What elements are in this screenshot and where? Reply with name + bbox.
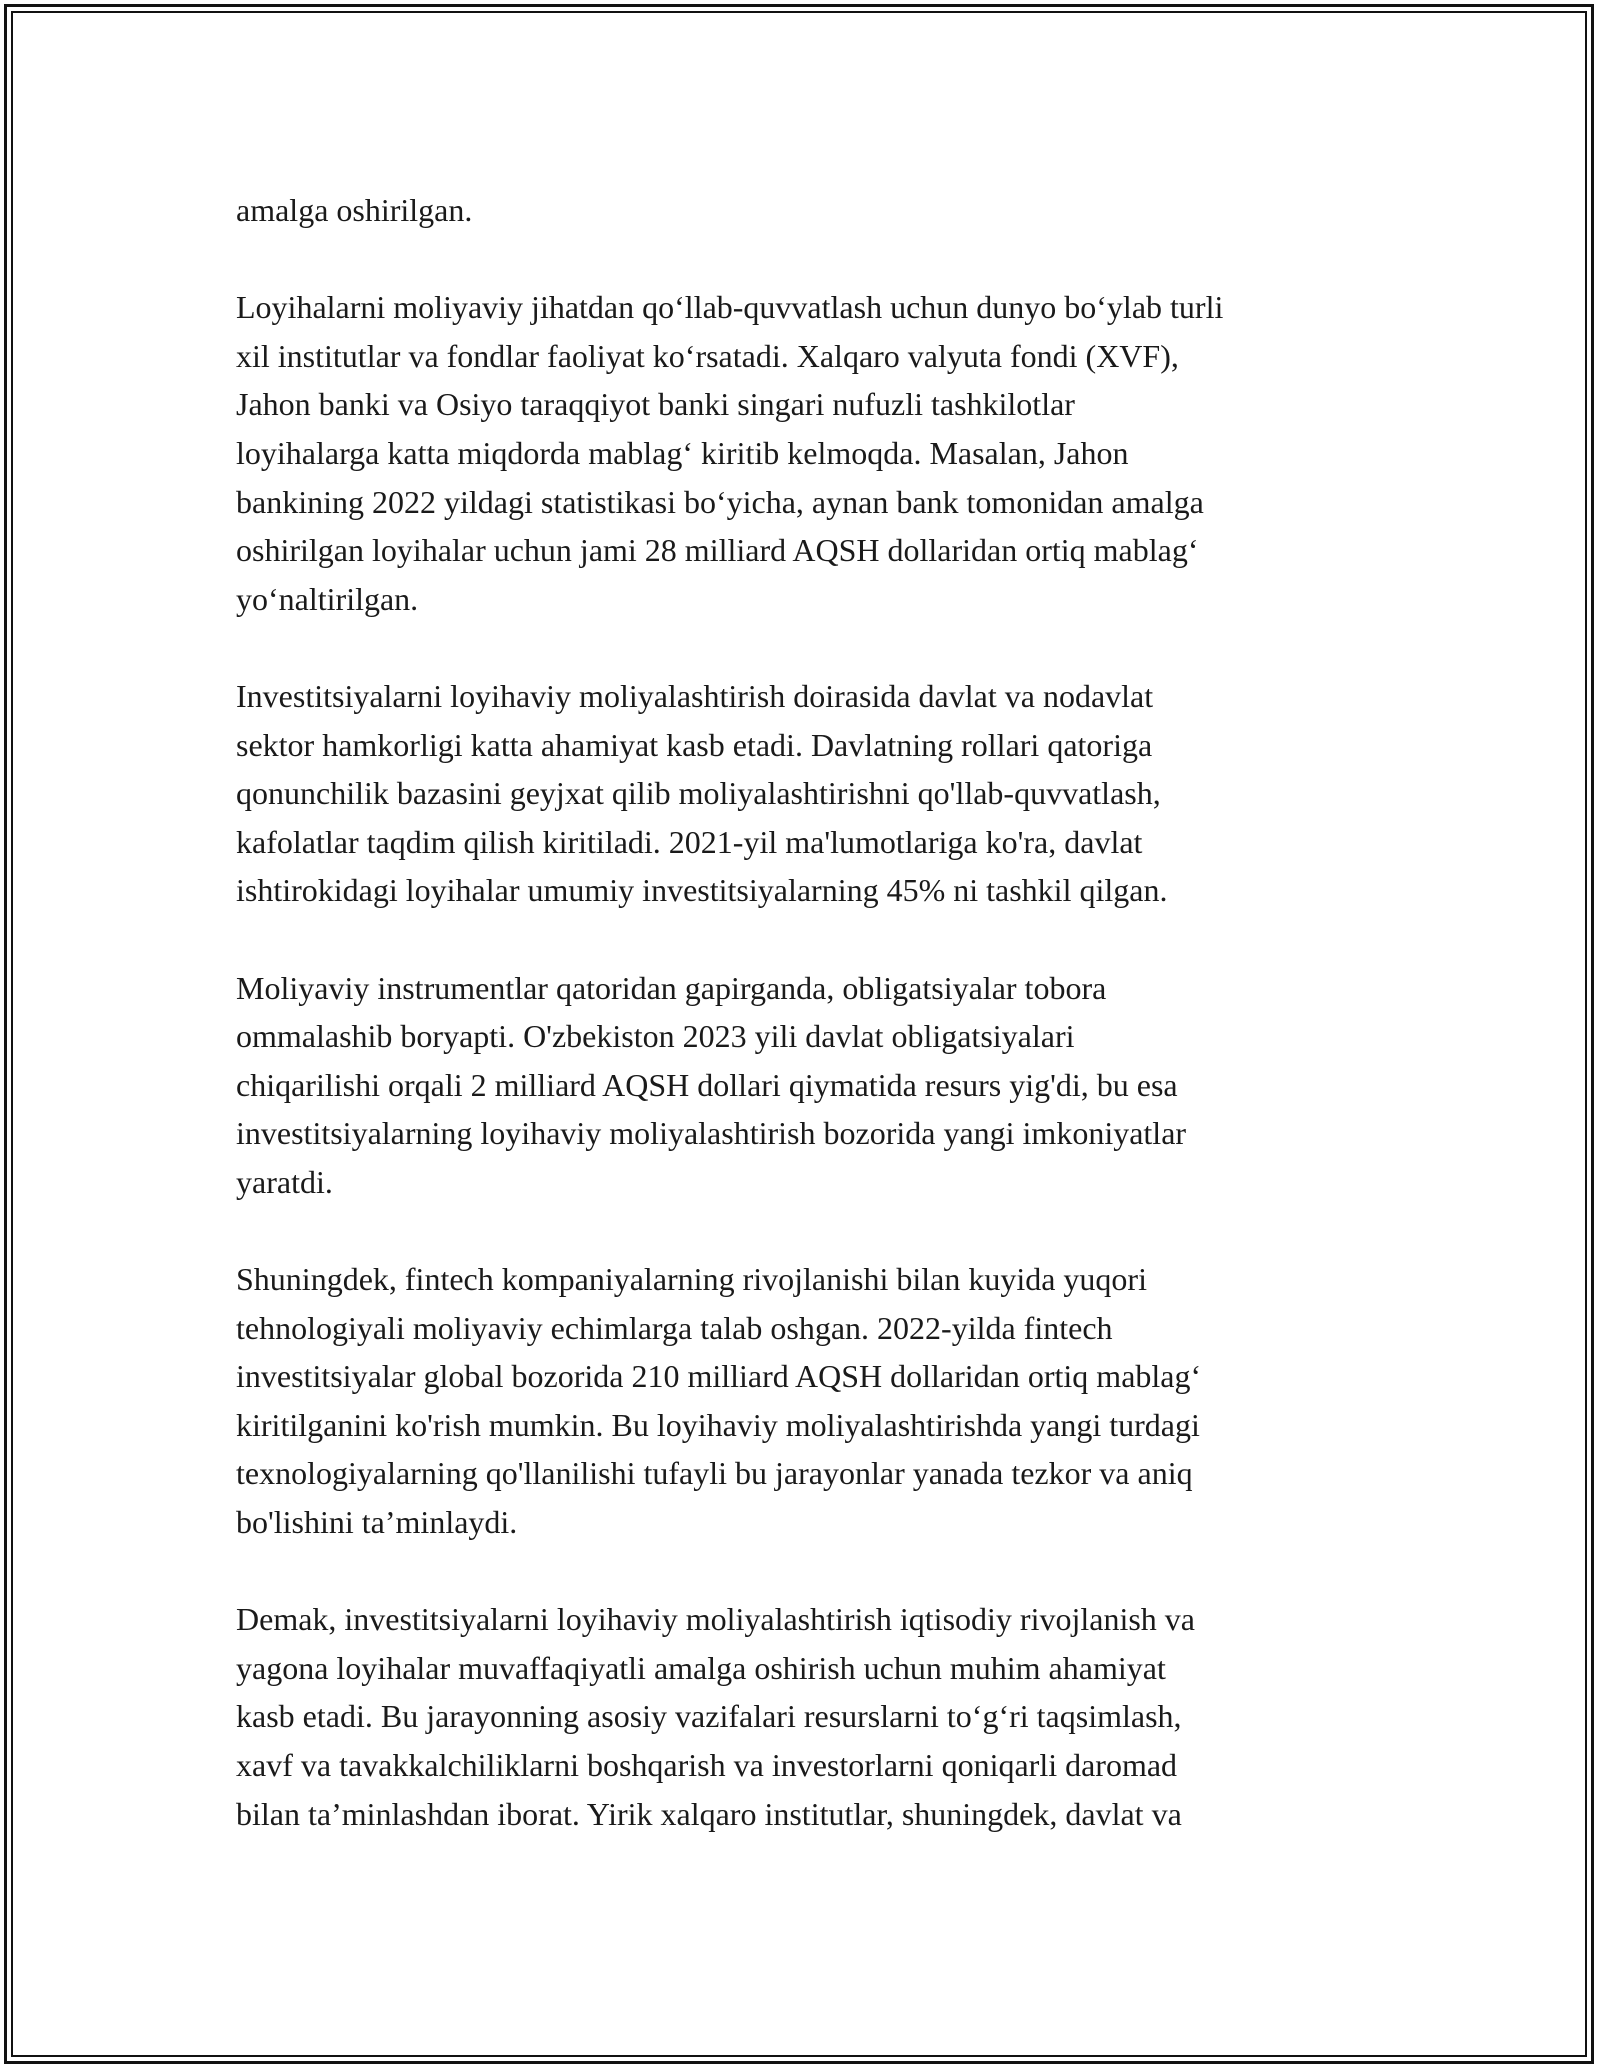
text-line: loyihalarga katta miqdorda mablag‘ kiritib kelmoqda. Masalan, Jahon — [236, 434, 1129, 471]
text-line: qonunchilik bazasini geyjxat qilib moliyalashtirishni qo'llab-quvvatlash, — [236, 775, 1161, 812]
text-line: bilan ta’minlashdan iborat. Yirik xalqaro institutlar, shuningdek, davlat va — [236, 1795, 1182, 1832]
text-line: bo'lishini ta’minlaydi. — [236, 1504, 518, 1541]
text-line: yo‘naltirilgan. — [236, 580, 419, 617]
text-line: ishtirokidagi loyihalar umumiy investitsiyalarning 45% ni tashkil qilgan. — [236, 872, 1168, 909]
text-line: oshirilgan loyihalar uchun jami 28 milliard AQSH dollaridan ortiq mablag‘ — [236, 532, 1199, 569]
text-line: kiritilganini ko'rish mumkin. Bu loyihaviy moliyalashtirishda yangi turdagi — [236, 1406, 1200, 1443]
text-line: ommalashib boryapti. O'zbekiston 2023 yili davlat obligatsiyalari — [236, 1018, 1075, 1055]
paragraph-1 — [236, 186, 1376, 235]
document-body — [236, 186, 1376, 1838]
text-line: yaratdi. — [236, 1163, 333, 1200]
text-line: Shuningdek, fintech kompaniyalarning rivojlanishi bilan kuyida yuqori — [236, 1261, 1147, 1298]
text-line: amalga oshirilgan. — [236, 192, 473, 228]
paragraph-6 — [236, 1595, 1376, 1838]
text-line: xavf va tavakkalchiliklarni boshqarish va investorlarni qoniqarli daromad — [236, 1747, 1178, 1783]
paragraph-5 — [236, 1255, 1376, 1547]
text-line: chiqarilishi orqali 2 milliard AQSH dollari qiymatida resurs yig'di, bu esa — [236, 1066, 1178, 1103]
text-line: texnologiyalarning qo'llanilishi tufayli bu jarayonlar yanada tezkor va aniq — [236, 1455, 1193, 1492]
text-line: investitsiyalarning loyihaviy moliyalashtirish bozorida yangi imkoniyatlar — [236, 1115, 1187, 1152]
text-line: bankining 2022 yildagi statistikasi bo‘yicha, aynan bank tomonidan amalga — [236, 483, 1204, 520]
text-line: kafolatlar taqdim qilish kiritiladi. 2021-yil ma'lumotlariga ko'ra, davlat — [236, 823, 1143, 860]
text-line: Investitsiyalarni loyihaviy moliyalashtirish doirasida davlat va nodavlat — [236, 677, 1154, 714]
text-line: xil institutlar va fondlar faoliyat ko‘rsatadi. Xalqaro valyuta fondi (XVF), — [236, 337, 1179, 374]
text-line: Demak, investitsiyalarni loyihaviy moliyalashtirish iqtisodiy rivojlanish va — [236, 1601, 1195, 1638]
text-line: yagona loyihalar muvaffaqiyatli amalga oshirish uchun muhim ahamiyat — [236, 1649, 1166, 1686]
text-line: investitsiyalar global bozorida 210 milliard AQSH dollaridan ortiq mablag‘ — [236, 1358, 1202, 1395]
paragraph-3 — [236, 672, 1376, 915]
text-line: tehnologiyali moliyaviy echimlarga talab oshgan. 2022-yilda fintech — [236, 1309, 1113, 1346]
text-line: sektor hamkorligi katta ahamiyat kasb etadi. Davlatning rollari qatoriga — [236, 726, 1153, 763]
paragraph-4 — [236, 964, 1376, 1207]
text-line: Jahon banki va Osiyo taraqqiyot banki singari nufuzli tashkilotlar — [236, 386, 1075, 423]
paragraph-2 — [236, 283, 1376, 623]
text-line: kasb etadi. Bu jarayonning asosiy vazifalari resurslarni to‘g‘ri taqsimlash, — [236, 1698, 1182, 1735]
text-line: Loyihalarni moliyaviy jihatdan qo‘llab-quvvatlash uchun dunyo bo‘ylab turli — [236, 289, 1224, 326]
text-line: Moliyaviy instrumentlar qatoridan gapirganda, obligatsiyalar tobora — [236, 969, 1107, 1006]
